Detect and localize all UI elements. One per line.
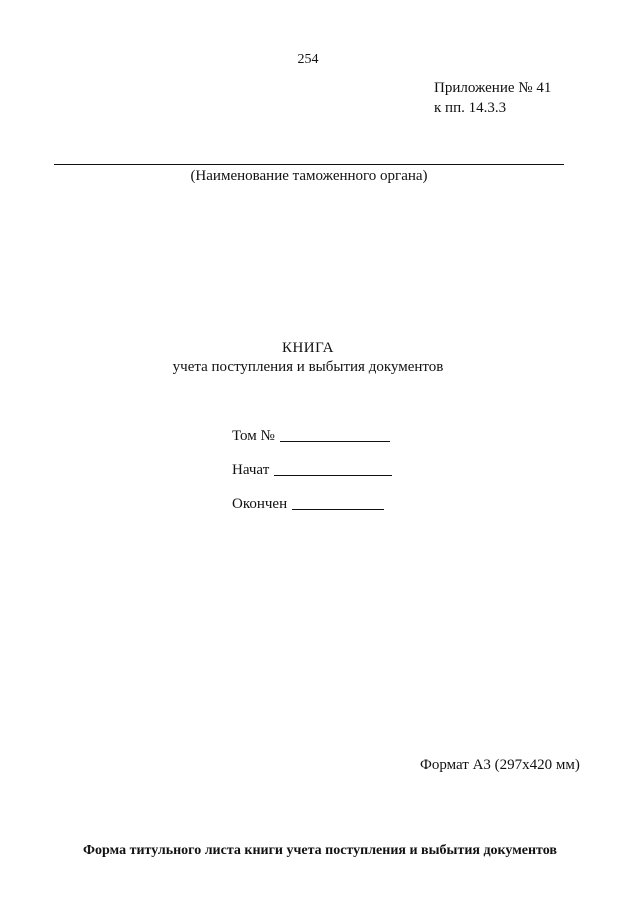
finished-blank-line: [292, 509, 384, 510]
customs-body-name-caption: (Наименование таможенного органа): [190, 168, 428, 184]
finished-field: [232, 496, 384, 513]
customs-body-name-line: [54, 164, 564, 165]
volume-field: [232, 428, 390, 445]
page-number: 254: [297, 52, 319, 67]
appendix-reference: [434, 78, 551, 118]
form-caption: Форма титульного листа книги учета поступления и выбытия документов: [83, 843, 557, 858]
started-field: [232, 462, 392, 479]
volume-blank-line: [280, 441, 390, 442]
started-label: Начат: [232, 462, 270, 478]
appendix-clause: к пп. 14.3.3: [434, 100, 507, 116]
started-blank-line: [274, 475, 392, 476]
format-note: Формат А3 (297x420 мм): [420, 757, 580, 773]
book-subtitle: учета поступления и выбытия документов: [172, 359, 444, 375]
appendix-number: Приложение № 41: [434, 80, 552, 96]
volume-label: Том №: [232, 428, 275, 444]
book-title: КНИГА: [281, 340, 335, 356]
finished-label: Окончен: [232, 496, 288, 512]
